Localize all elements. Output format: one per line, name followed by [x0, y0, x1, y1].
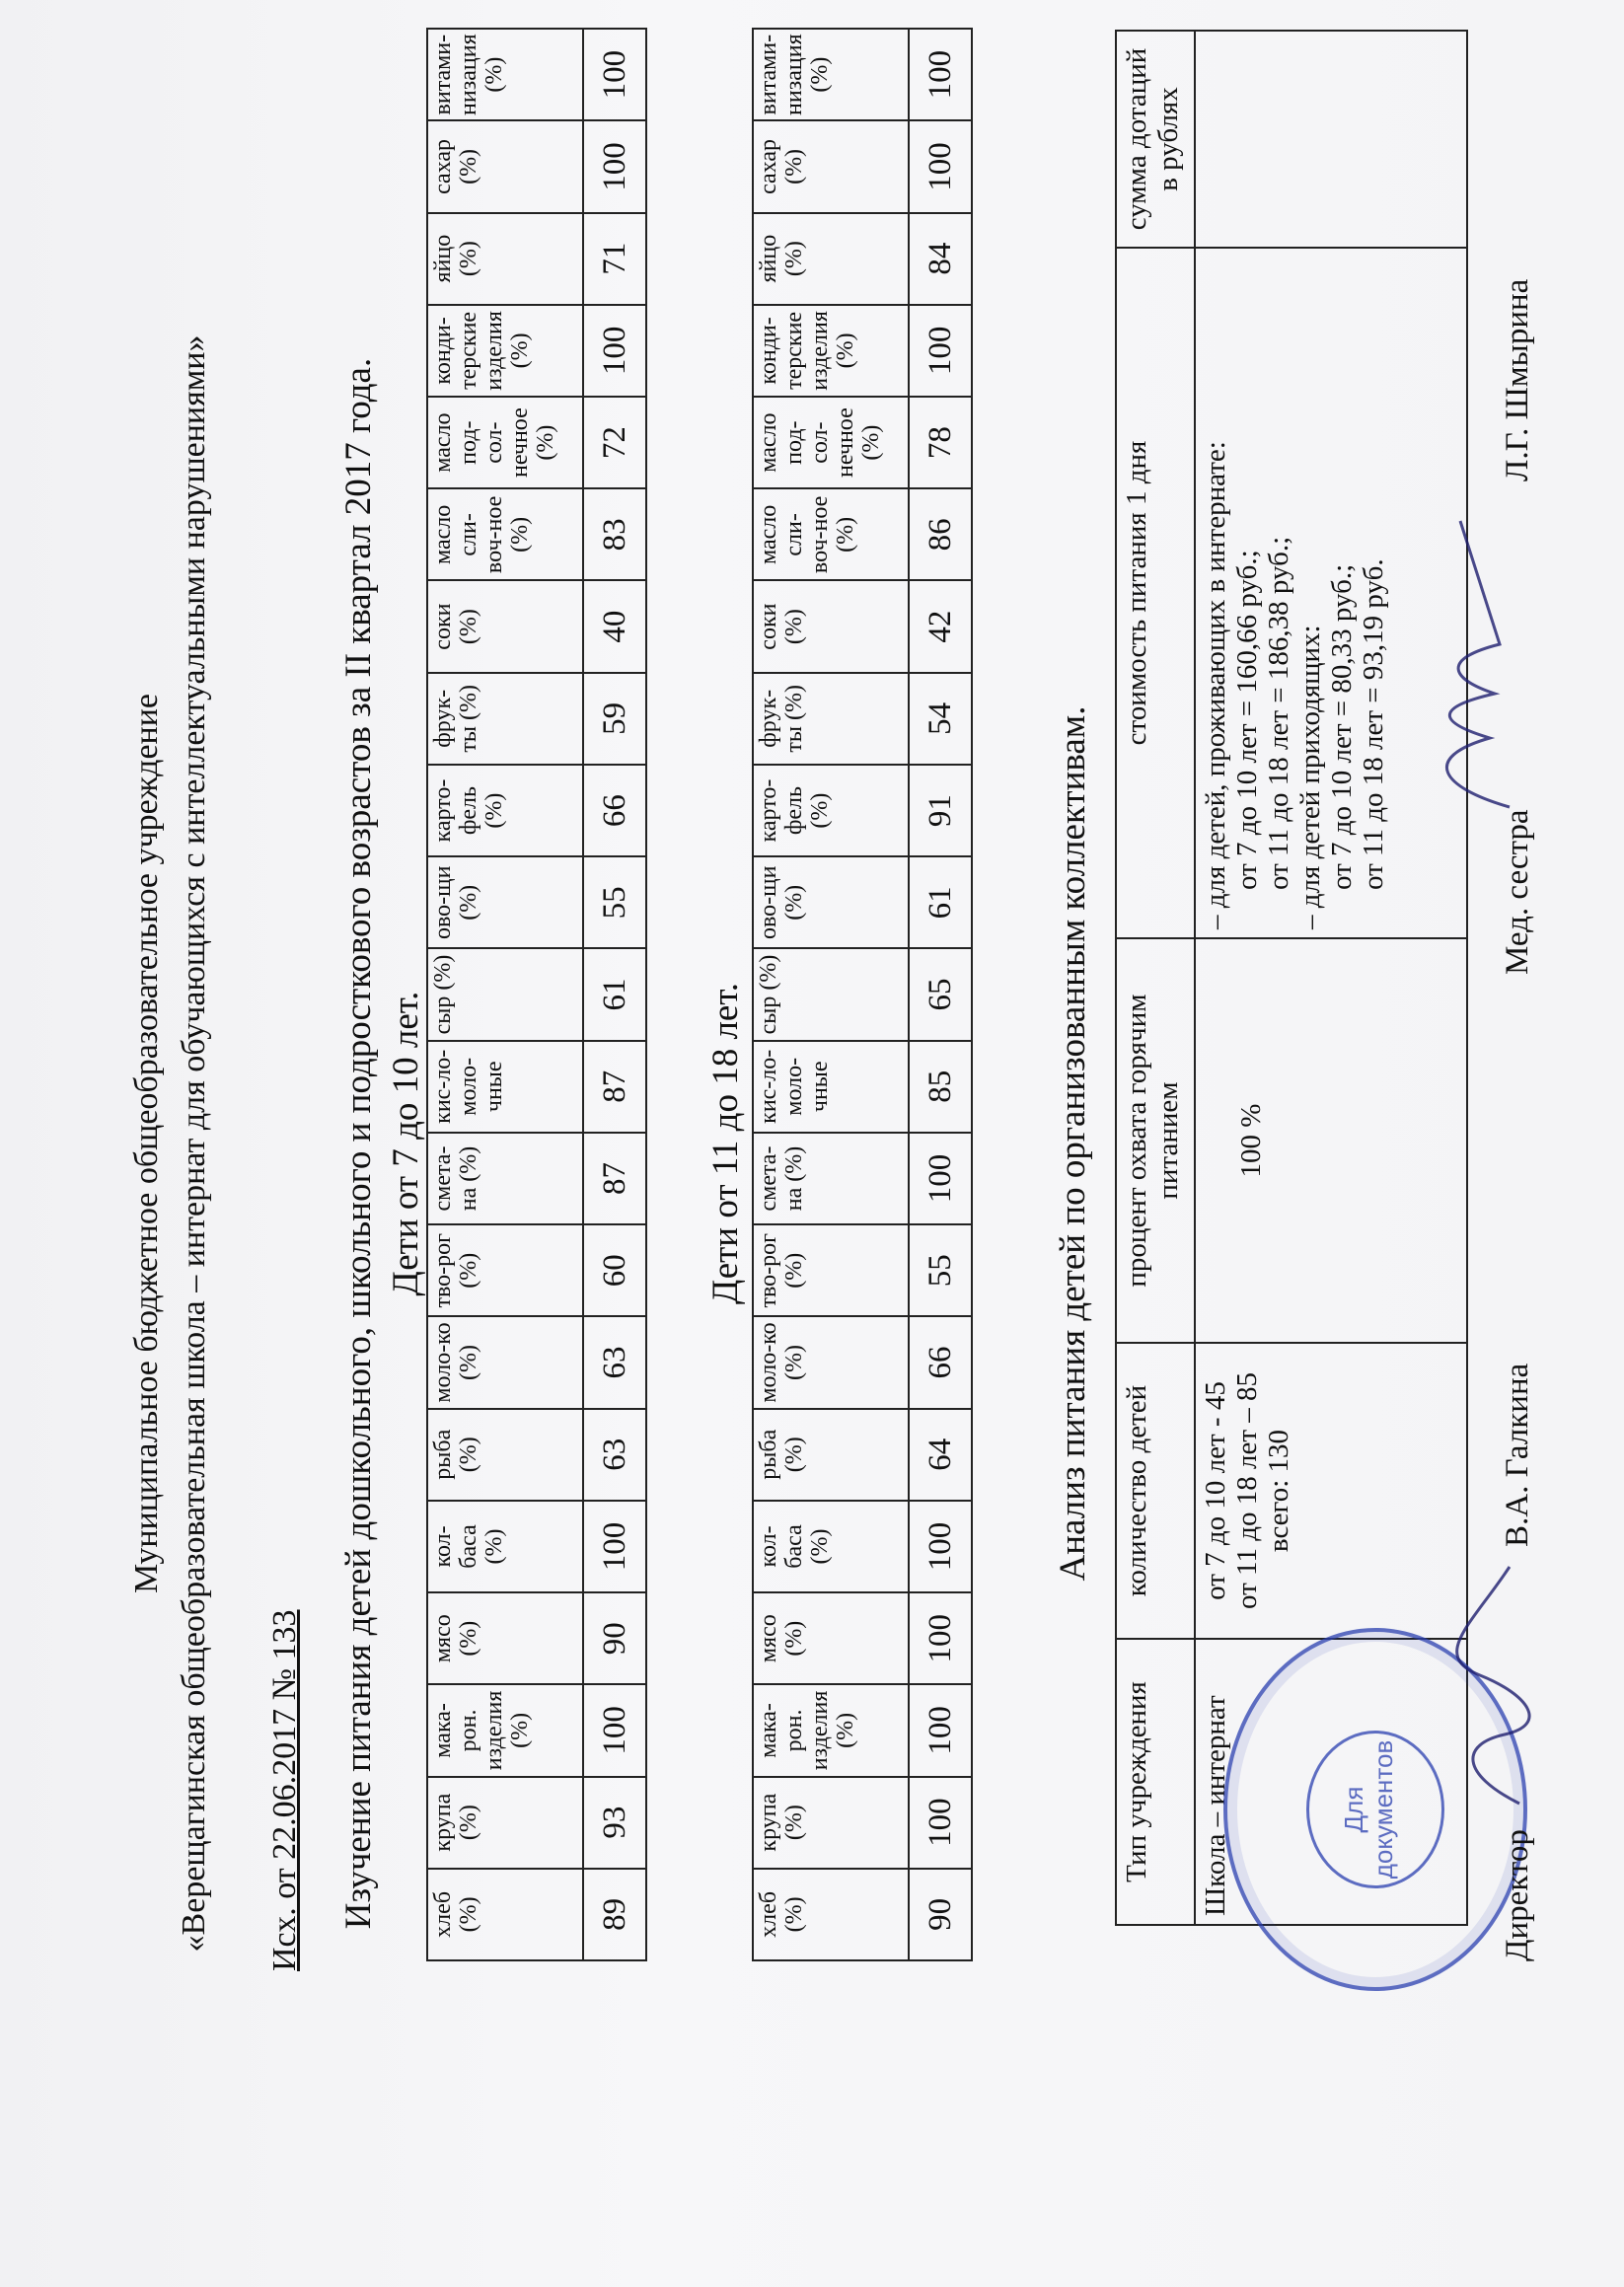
header-cell: карто-фель (%)	[753, 765, 909, 856]
header-cell: сахар (%)	[753, 120, 909, 212]
analysis-header-cell: Тип учреждения	[1116, 1639, 1195, 1925]
value-cell: 72	[583, 397, 646, 488]
value-cell: 55	[583, 856, 646, 948]
header-cell: кол-баса (%)	[753, 1501, 909, 1592]
value-cell: 91	[909, 765, 972, 856]
value-cell: 63	[583, 1316, 646, 1408]
children-11-18: от 11 до 18 лет – 85	[1231, 1372, 1263, 1609]
table-value-row	[583, 29, 646, 1960]
children-7-10: от 7 до 10 лет - 45	[1200, 1381, 1231, 1600]
header-cell: соки (%)	[753, 580, 909, 672]
header-cell: сыр (%)	[427, 948, 583, 1040]
table-header-row	[753, 29, 909, 1960]
header-cell: ово-щи (%)	[753, 856, 909, 948]
value-cell: 83	[583, 488, 646, 580]
value-cell: 100	[909, 1592, 972, 1684]
analysis-caption: Анализ питания детей по организованным коллективам.	[1053, 705, 1093, 1582]
header-cell: ово-щи (%)	[427, 856, 583, 948]
nutrition-table-11-18	[752, 28, 973, 1961]
cost-line: – для детей, проживающих в интернате:	[1200, 441, 1231, 929]
cost-line: – для детей приходящих:	[1294, 625, 1326, 929]
header-cell: витами-низация (%)	[753, 29, 909, 120]
header-cell: тво-рог (%)	[427, 1224, 583, 1316]
analysis-header-row	[1116, 31, 1195, 1925]
header-cell: смета-на (%)	[427, 1133, 583, 1224]
stamp-inner-text: Для документов	[1306, 1731, 1444, 1888]
header-cell: витами-низация (%)	[427, 29, 583, 120]
header-cell: сыр (%)	[753, 948, 909, 1040]
header-cell: мака-рон. изделия (%)	[753, 1684, 909, 1776]
institution-type: Школа – интернат	[1195, 1639, 1467, 1925]
value-cell: 71	[583, 213, 646, 305]
org-line-2: «Верещагинская общеобразовательная школа – интернат для обучающихся с интеллектуальными нарушениями»	[176, 334, 212, 1953]
header-cell: крупа (%)	[427, 1777, 583, 1869]
coverage-percent: 100 %	[1195, 938, 1467, 1343]
value-cell: 42	[909, 580, 972, 672]
analysis-header-cell: процент охвата горячим питанием	[1116, 938, 1195, 1343]
value-cell: 100	[909, 29, 972, 120]
children-count	[1195, 1343, 1467, 1639]
analysis-header-cell: сумма дотаций в рублях	[1116, 31, 1195, 248]
value-cell: 100	[909, 1684, 972, 1776]
table-caption-11-18: Дети от 11 до 18 лет.	[705, 983, 746, 1304]
header-cell: масло под-сол-нечное (%)	[427, 397, 583, 488]
analysis-header-cell: стоимость питания 1 дня	[1116, 248, 1195, 938]
value-cell: 87	[583, 1133, 646, 1224]
nurse-name: Л.Г. Шмырина	[1500, 278, 1535, 481]
value-cell: 93	[583, 1777, 646, 1869]
table-value-row	[909, 29, 972, 1960]
nurse-label: Мед. сестра	[1500, 809, 1535, 975]
header-cell: крупа (%)	[753, 1777, 909, 1869]
value-cell: 87	[583, 1041, 646, 1133]
value-cell: 40	[583, 580, 646, 672]
value-cell: 55	[909, 1224, 972, 1316]
value-cell: 90	[909, 1869, 972, 1960]
cost-line: от 11 до 18 лет = 186,38 руб.;	[1263, 536, 1294, 890]
header-cell: хлеб (%)	[753, 1869, 909, 1960]
value-cell: 100	[909, 1777, 972, 1869]
value-cell: 54	[909, 673, 972, 765]
director-label: Директор	[1500, 1829, 1535, 1961]
header-cell: масло под-сол-нечное (%)	[753, 397, 909, 488]
value-cell: 63	[583, 1409, 646, 1501]
header-cell: конди-терские изделия (%)	[427, 305, 583, 397]
value-cell: 64	[909, 1409, 972, 1501]
header-cell: кис-ло-моло-чные	[753, 1041, 909, 1133]
children-total: всего: 130	[1263, 1429, 1294, 1553]
header-cell: соки (%)	[427, 580, 583, 672]
header-cell: хлеб (%)	[427, 1869, 583, 1960]
value-cell: 90	[583, 1592, 646, 1684]
value-cell: 84	[909, 213, 972, 305]
value-cell: 59	[583, 673, 646, 765]
value-cell: 100	[909, 120, 972, 212]
header-cell: моло-ко (%)	[753, 1316, 909, 1408]
value-cell: 100	[583, 1501, 646, 1592]
header-cell: фрук-ты (%)	[753, 673, 909, 765]
value-cell: 66	[583, 765, 646, 856]
cost-line: от 7 до 10 лет = 80,33 руб.;	[1326, 563, 1358, 890]
value-cell: 100	[909, 1501, 972, 1592]
value-cell: 100	[583, 29, 646, 120]
header-cell: кис-ло-моло-чные	[427, 1041, 583, 1133]
value-cell: 65	[909, 948, 972, 1040]
header-cell: рыба (%)	[427, 1409, 583, 1501]
value-cell: 100	[909, 1133, 972, 1224]
value-cell: 60	[583, 1224, 646, 1316]
value-cell: 100	[909, 305, 972, 397]
header-cell: яйцо (%)	[753, 213, 909, 305]
header-cell: масло сли-воч-ное (%)	[753, 488, 909, 580]
value-cell: 100	[583, 305, 646, 397]
nutrition-table-7-10	[426, 28, 647, 1961]
reference-number: Исх. от 22.06.2017 № 133	[266, 1609, 303, 1971]
header-cell: кол-баса (%)	[427, 1501, 583, 1592]
table-caption-7-10: Дети от 7 до 10 лет.	[386, 991, 426, 1296]
header-cell: мясо (%)	[753, 1592, 909, 1684]
value-cell: 61	[909, 856, 972, 948]
cost-line: от 7 до 10 лет = 160,66 руб.;	[1231, 550, 1263, 890]
analysis-header-cell: количество детей	[1116, 1343, 1195, 1639]
value-cell: 86	[909, 488, 972, 580]
header-cell: конди-терские изделия (%)	[753, 305, 909, 397]
header-cell: мясо (%)	[427, 1592, 583, 1684]
value-cell: 100	[583, 1684, 646, 1776]
cost-line: от 11 до 18 лет = 93,19 руб.	[1358, 558, 1389, 890]
header-cell: смета-на (%)	[753, 1133, 909, 1224]
document-title: Изучение питания детей дошкольного, школьного и подросткового возрастов за II квартал 2017 года.	[338, 357, 379, 1930]
header-cell: карто-фель (%)	[427, 765, 583, 856]
subsidy-amount	[1195, 31, 1467, 248]
header-cell: мака-рон. изделия (%)	[427, 1684, 583, 1776]
director-signature-icon	[1450, 1557, 1539, 1813]
nurse-signature-icon	[1401, 501, 1539, 817]
value-cell: 100	[583, 120, 646, 212]
header-cell: яйцо (%)	[427, 213, 583, 305]
header-cell: рыба (%)	[753, 1409, 909, 1501]
value-cell: 89	[583, 1869, 646, 1960]
header-cell: сахар (%)	[427, 120, 583, 212]
header-cell: масло сли-воч-ное (%)	[427, 488, 583, 580]
value-cell: 61	[583, 948, 646, 1040]
table-header-row	[427, 29, 583, 1960]
header-cell: фрук-ты (%)	[427, 673, 583, 765]
value-cell: 85	[909, 1041, 972, 1133]
value-cell: 78	[909, 397, 972, 488]
org-line-1: Муниципальное бюджетное общеобразовательное учреждение	[128, 693, 165, 1594]
value-cell: 66	[909, 1316, 972, 1408]
director-name: В.А. Галкина	[1500, 1363, 1535, 1547]
header-cell: моло-ко (%)	[427, 1316, 583, 1408]
header-cell: тво-рог (%)	[753, 1224, 909, 1316]
